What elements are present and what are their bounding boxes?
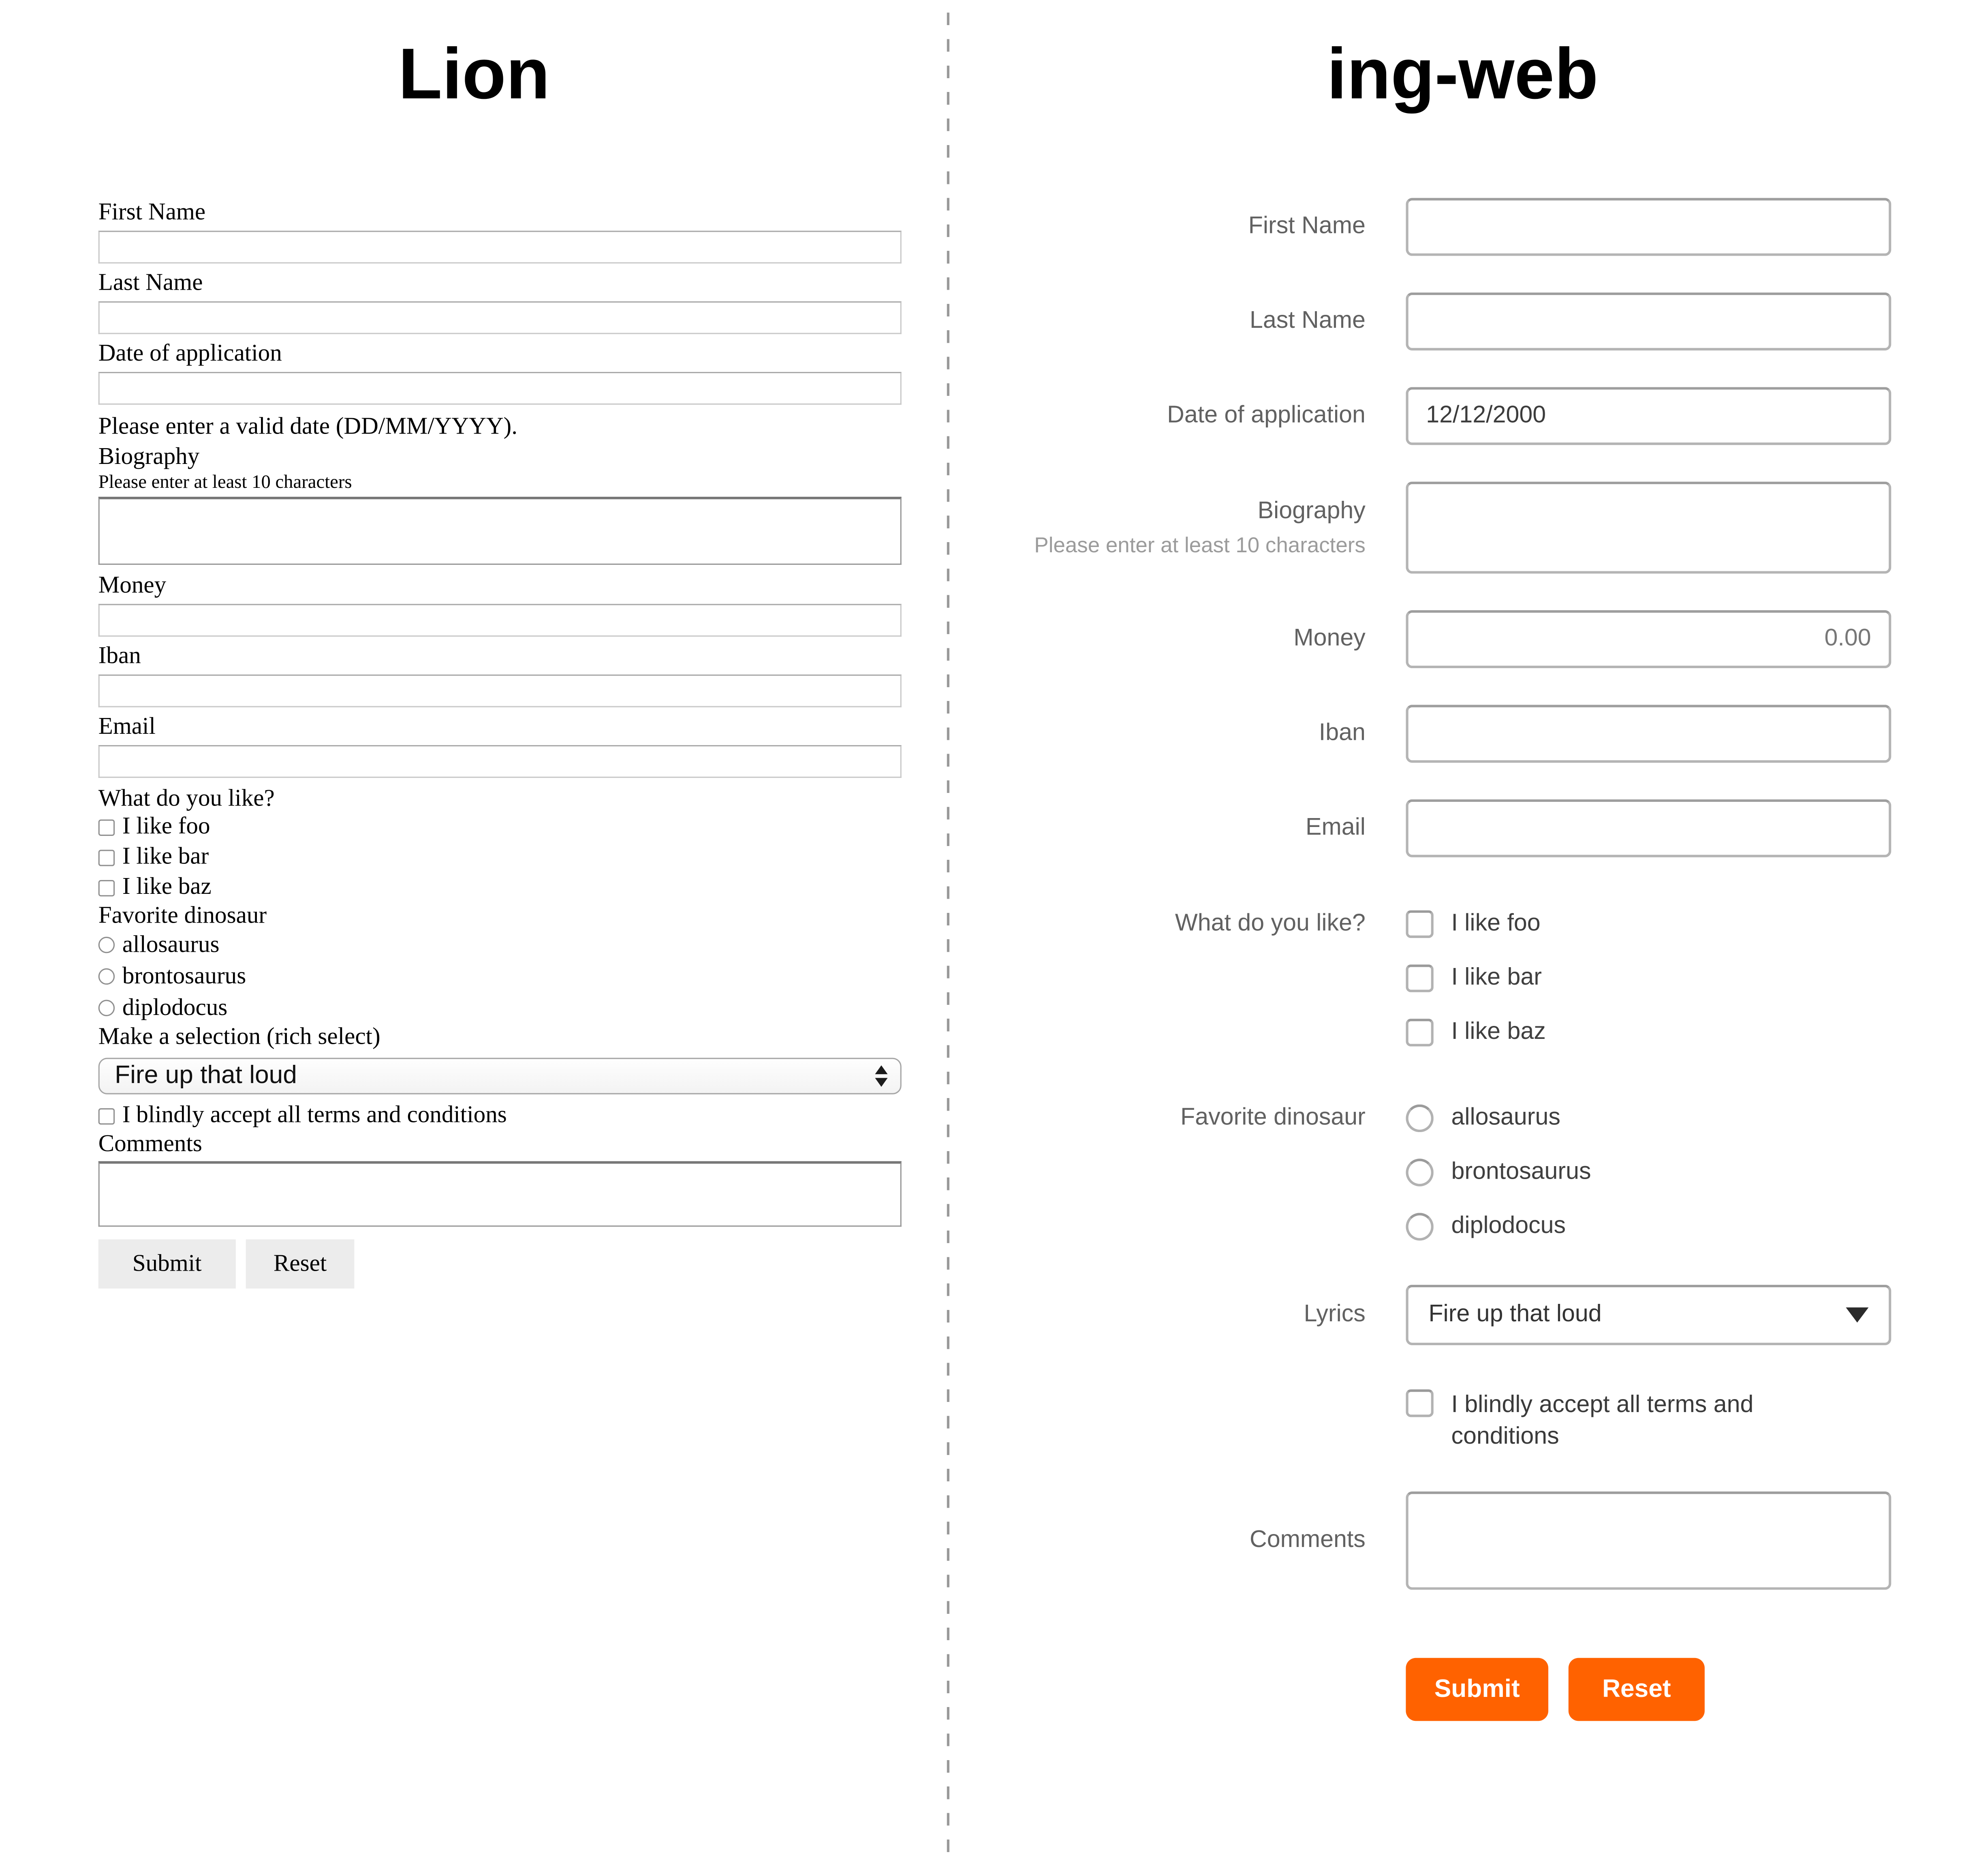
money-label: Money [1293,625,1366,652]
ing-web-title: ing-web [1327,34,1599,115]
lyrics-label: Lyrics [1304,1301,1366,1328]
rich-select-label: Make a selection (rich select) [98,1023,380,1050]
money-label: Money [98,572,167,599]
radio-brontosaurus[interactable] [1406,1159,1433,1186]
terms-row [98,1100,902,1131]
radio-row-diplodocus [1406,1213,1891,1240]
email-input[interactable] [1406,799,1891,857]
radio-allosaurus[interactable] [98,937,115,953]
checkbox-row-foo [98,812,902,842]
last-name-label: Last Name [98,269,203,297]
radio-allosaurus[interactable] [1406,1105,1433,1132]
checkbox-row-bar [1406,964,1891,992]
radio-diplodocus[interactable] [98,1000,115,1016]
checkbox-row-foo [1406,910,1891,938]
iban-label: Iban [1319,720,1366,747]
terms-label: I blindly accept all terms and conditions [122,1102,507,1128]
checkbox-label: I like bar [1451,964,1542,991]
iban-label: Iban [98,643,141,670]
email-label: Email [98,714,156,740]
date-input[interactable] [98,372,902,405]
biography-helper: Please enter at least 10 characters [98,472,352,493]
lion-form [98,199,902,1288]
biography-textarea[interactable] [1406,482,1891,574]
biography-helper: Please enter at least 10 characters [1034,532,1366,557]
email-input[interactable] [98,745,902,778]
checkbox-row-baz [98,872,902,903]
checkbox-i-like-bar[interactable] [98,849,115,865]
checkbox-label: I like bar [122,843,209,870]
comments-label: Comments [1250,1527,1366,1553]
select-spinner-icon [875,1065,887,1087]
likes-group-label: What do you like? [98,785,275,812]
last-name-input[interactable] [1406,293,1891,350]
radio-row-brontosaurus [1406,1159,1891,1186]
comments-textarea[interactable] [98,1161,902,1227]
submit-button[interactable]: Submit [98,1239,236,1288]
last-name-input[interactable] [98,301,902,334]
ing-web-form [996,198,1891,1721]
date-helper: Please enter a valid date (DD/MM/YYYY). [98,413,518,440]
dinosaur-options [1406,1105,1891,1241]
dropdown-arrow-icon [1846,1308,1868,1323]
terms-row [1406,1389,1891,1453]
terms-checkbox[interactable] [1406,1389,1433,1417]
dinosaur-group-label: Favorite dinosaur [98,902,267,929]
checkbox-label: I like foo [1451,910,1541,937]
likes-options [1406,910,1891,1047]
radio-diplodocus[interactable] [1406,1213,1433,1240]
lyrics-select-value: Fire up that loud [1428,1301,1602,1328]
checkbox-label: I like baz [1451,1019,1546,1045]
radio-row-brontosaurus [98,961,902,992]
radio-label: allosaurus [122,931,220,958]
date-label: Date of application [1167,402,1366,429]
radio-brontosaurus[interactable] [98,968,115,985]
radio-label: brontosaurus [122,962,246,989]
money-input[interactable] [98,604,902,637]
checkbox-i-like-bar[interactable] [1406,964,1433,992]
date-input[interactable] [1406,387,1891,445]
checkbox-i-like-baz[interactable] [98,879,115,895]
iban-input[interactable] [98,675,902,707]
last-name-label: Last Name [1249,308,1366,334]
checkbox-row-baz [1406,1019,1891,1046]
submit-button[interactable]: Submit [1406,1658,1548,1721]
terms-checkbox[interactable] [98,1108,115,1124]
radio-row-allosaurus [1406,1105,1891,1132]
rich-select[interactable] [98,1058,902,1094]
first-name-label: First Name [1248,213,1366,240]
radio-row-diplodocus [98,992,902,1024]
ing-web-button-row [1406,1658,1891,1721]
radio-label: diplodocus [1451,1213,1566,1239]
comments-label: Comments [98,1131,202,1158]
first-name-input[interactable] [1406,198,1891,256]
money-input[interactable] [1406,610,1891,668]
biography-label-block [996,498,1366,558]
radio-row-allosaurus [98,929,902,961]
dinosaur-group-label: Favorite dinosaur [1180,1104,1366,1131]
checkbox-i-like-baz[interactable] [1406,1019,1433,1046]
rich-select-value: Fire up that loud [115,1061,297,1090]
checkbox-label: I like foo [122,813,210,840]
column-divider [947,13,949,1856]
reset-button[interactable]: Reset [246,1239,354,1288]
biography-label: Biography [1257,497,1366,524]
terms-label: I blindly accept all terms and conditions [1451,1392,1754,1450]
first-name-label: First Name [98,199,206,226]
date-label: Date of application [98,340,282,367]
lion-title: Lion [398,34,550,115]
radio-label: diplodocus [122,994,228,1021]
checkbox-i-like-foo[interactable] [1406,910,1433,938]
likes-group-label: What do you like? [1175,910,1366,937]
biography-label: Biography [98,444,200,470]
iban-input[interactable] [1406,705,1891,763]
checkbox-label: I like baz [122,874,212,900]
checkbox-i-like-foo[interactable] [98,819,115,835]
checkbox-row-bar [98,842,902,873]
radio-label: brontosaurus [1451,1158,1591,1185]
reset-button[interactable]: Reset [1569,1658,1705,1721]
lyrics-select[interactable] [1406,1285,1891,1345]
email-label: Email [1306,814,1366,841]
lion-button-row [98,1239,902,1288]
biography-textarea[interactable] [98,497,902,565]
radio-label: allosaurus [1451,1104,1560,1131]
first-name-input[interactable] [98,231,902,263]
comments-textarea[interactable] [1406,1491,1891,1590]
